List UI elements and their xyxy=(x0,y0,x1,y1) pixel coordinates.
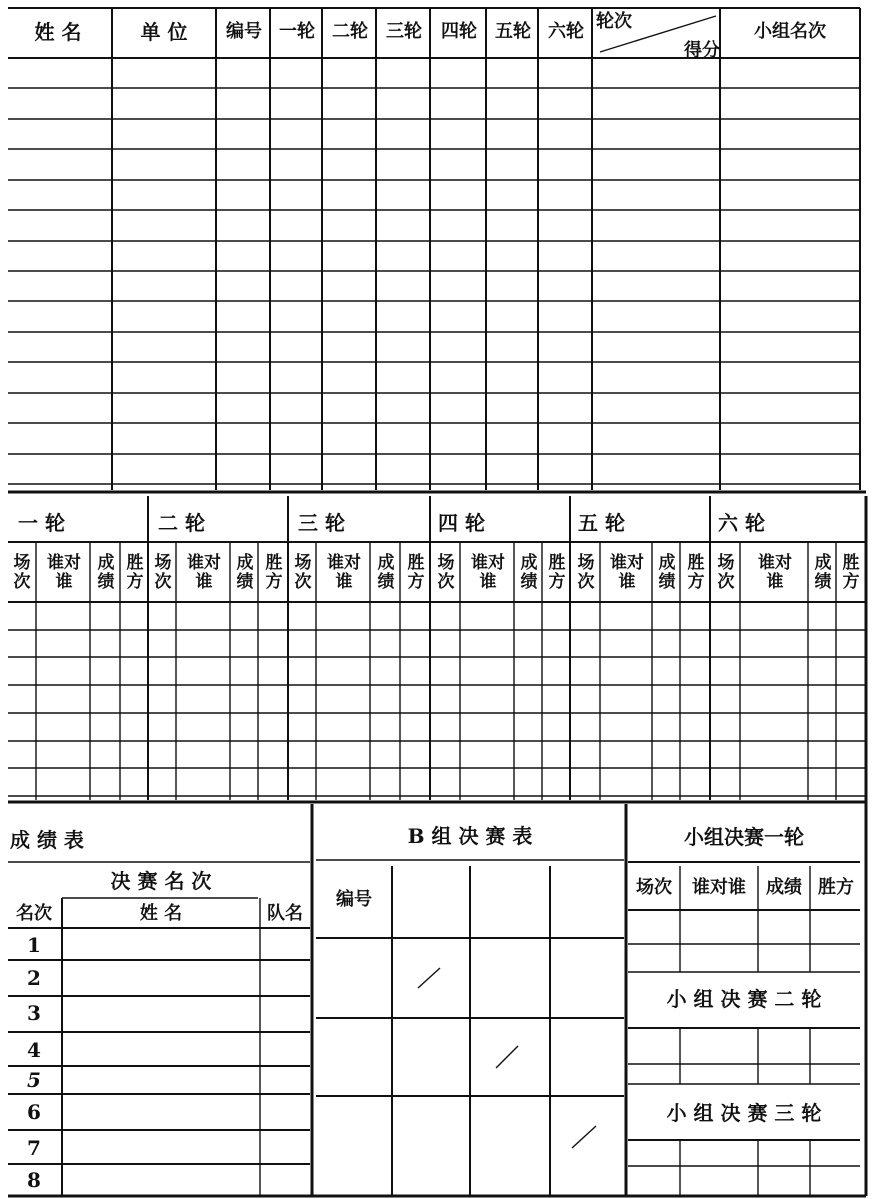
sub-opponent: 谁对 谁 xyxy=(758,553,792,592)
sub-opponent: 谁对 谁 xyxy=(327,553,361,592)
round-title-1: 一 轮 xyxy=(18,511,65,535)
rank-number: 3 xyxy=(27,1001,41,1025)
round-title-3: 三 轮 xyxy=(298,511,345,535)
score-table-subtitle: 决 赛 名 次 xyxy=(110,869,212,893)
score-table-title: 成 绩 表 xyxy=(10,828,84,852)
header-round1: 一轮 xyxy=(279,21,315,42)
round-title-2: 二 轮 xyxy=(158,511,205,535)
rank-number: 5 xyxy=(27,1068,41,1092)
col-name: 姓 名 xyxy=(139,903,183,924)
round-title-4: 四 轮 xyxy=(438,511,485,535)
header-unit: 单 位 xyxy=(140,20,188,44)
b-final-title: B 组 决 赛 表 xyxy=(407,824,533,848)
header-group-rank: 小组名次 xyxy=(754,21,826,42)
sub-match: 场 次 xyxy=(154,553,172,592)
gf-col-match: 场次 xyxy=(636,877,672,898)
sub-result: 成 绩 xyxy=(814,553,832,592)
col-team: 队名 xyxy=(267,903,303,924)
b-final-col-number: 编号 xyxy=(336,889,372,910)
sub-winner: 胜 方 xyxy=(842,553,860,592)
header-round5: 五轮 xyxy=(495,21,531,42)
gf-col-opponent: 谁对谁 xyxy=(692,877,746,898)
header-round6: 六轮 xyxy=(548,21,584,42)
group-final-round1-title: 小组决赛一轮 xyxy=(684,825,804,849)
sub-winner: 胜 方 xyxy=(548,553,566,592)
header-round3: 三轮 xyxy=(386,21,422,42)
sub-match: 场 次 xyxy=(717,553,735,592)
sub-opponent: 谁对 谁 xyxy=(610,553,644,592)
sub-result: 成 绩 xyxy=(236,553,254,592)
col-rank: 名次 xyxy=(16,903,52,924)
sub-result: 成 绩 xyxy=(377,553,395,592)
gf-col-winner: 胜方 xyxy=(818,877,854,898)
sub-match: 场 次 xyxy=(577,553,595,592)
sub-winner: 胜 方 xyxy=(407,553,425,592)
rank-number: 8 xyxy=(27,1168,41,1192)
sub-winner: 胜 方 xyxy=(126,553,144,592)
sub-winner: 胜 方 xyxy=(687,553,705,592)
round-title-6: 六 轮 xyxy=(718,511,765,535)
rank-number: 1 xyxy=(27,933,41,957)
diagonal-mark xyxy=(496,1046,518,1068)
gf-col-result: 成绩 xyxy=(766,877,802,898)
header-number: 编号 xyxy=(226,21,262,42)
diagonal-mark xyxy=(418,968,440,988)
header-score-label: 得分 xyxy=(684,40,720,61)
rank-number: 7 xyxy=(27,1136,41,1160)
sub-opponent: 谁对 谁 xyxy=(187,553,221,592)
sub-match: 场 次 xyxy=(294,553,312,592)
diagonal-mark xyxy=(572,1126,596,1148)
header-round-label: 轮次 xyxy=(596,11,632,32)
header-name: 姓 名 xyxy=(34,20,82,44)
sub-result: 成 绩 xyxy=(520,553,538,592)
sub-result: 成 绩 xyxy=(658,553,676,592)
header-round2: 二轮 xyxy=(332,21,368,42)
sub-opponent: 谁对 谁 xyxy=(47,553,81,592)
sub-opponent: 谁对 谁 xyxy=(471,553,505,592)
sub-winner: 胜 方 xyxy=(265,553,283,592)
group-final-round2-title: 小 组 决 赛 二 轮 xyxy=(666,987,822,1011)
rank-number: 6 xyxy=(27,1100,41,1124)
rank-number: 4 xyxy=(27,1038,41,1062)
group-final-round3-title: 小 组 决 赛 三 轮 xyxy=(666,1101,822,1125)
header-round4: 四轮 xyxy=(441,21,477,42)
sub-result: 成 绩 xyxy=(97,553,115,592)
rank-number: 2 xyxy=(27,966,41,990)
round-title-5: 五 轮 xyxy=(578,511,625,535)
sub-match: 场 次 xyxy=(437,553,455,592)
sub-match: 场 次 xyxy=(13,553,31,592)
